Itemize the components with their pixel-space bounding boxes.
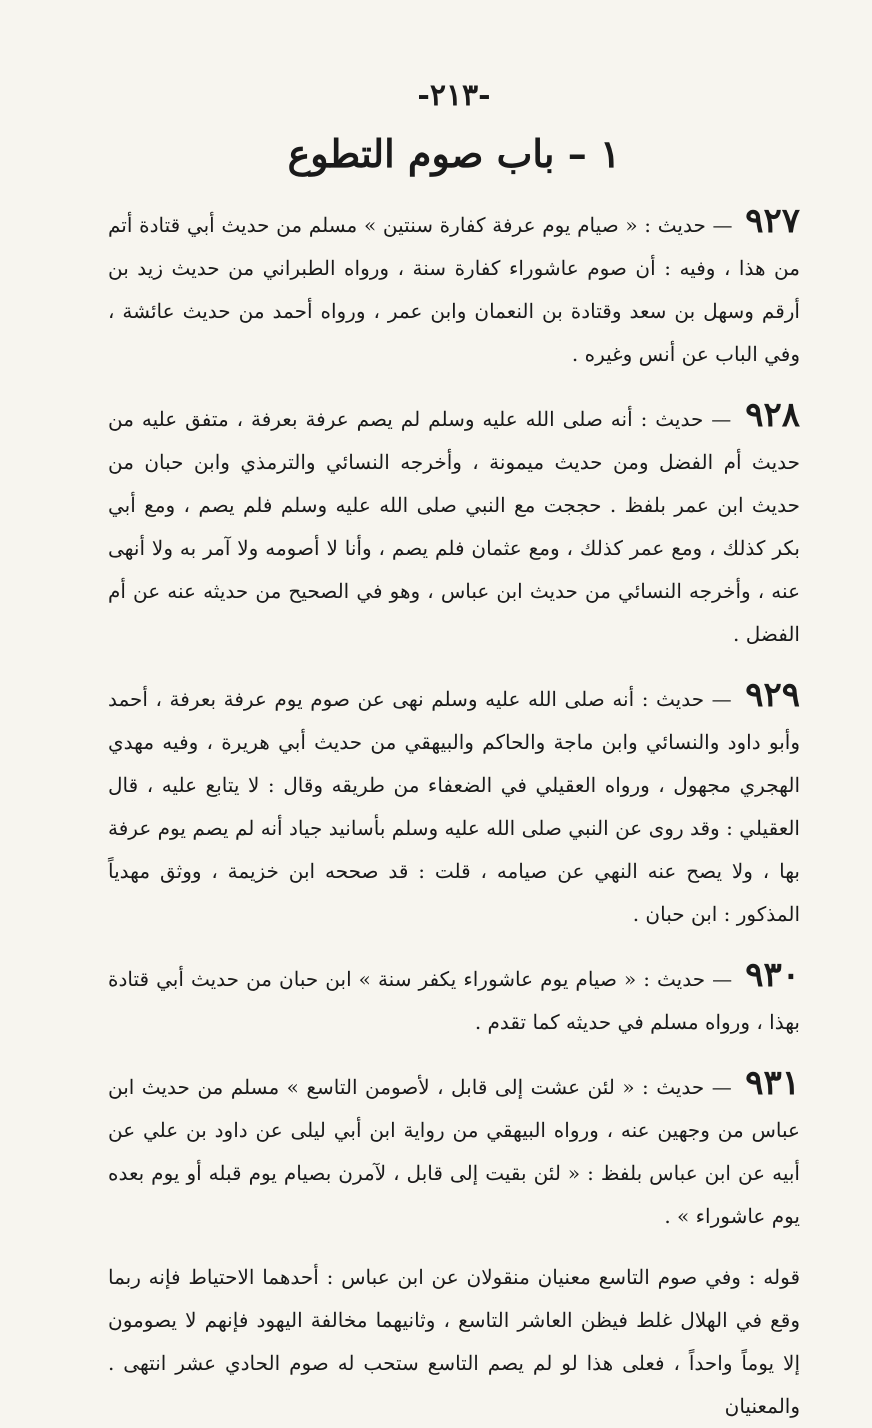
hadith-number: ٩٢٩ [745, 675, 800, 715]
hadith-entry [108, 200, 800, 376]
hadith-number: ٩٣١ [745, 1063, 801, 1103]
hadith-entry [108, 674, 800, 936]
hadith-text: — حديث : « لئن عشت إلى قابل ، لأصومن التاسع » مسلم من حديث ابن عباس من وجهين عنه ، ورواه البيهقي من رواية ابن أبي ليلى عن داود بن علي عن أبيه عن ابن عباس بلفظ : « لئن بقيت إلى قابل ، لآمرن بصيام يوم قبله أو يوم بعده يوم عاشوراء » . [108, 1075, 800, 1228]
hadith-number: ٩٣٠ [745, 955, 800, 995]
hadith-number: ٩٢٧ [745, 201, 800, 241]
commentary-paragraph: قوله : وفي صوم التاسع معنيان منقولان عن ابن عباس : أحدهما الاحتياط فإنه ربما وقع في الهلال غلط فيظن العاشر التاسع ، وثانيهما مخالفة اليهود فإنهم لا يصومون إلا يوماً واحداً ، فعلى هذا لو لم يصم التاسع ستحب له صوم الحادي عشر انتهى . والمعنيان [108, 1265, 800, 1418]
hadith-entry [108, 1062, 800, 1238]
chapter-title: ١ – باب صوم التطوع [287, 131, 621, 176]
hadith-text: — حديث : « صيام يوم عرفة كفارة سنتين » مسلم من حديث أبي قتادة أتم من هذا ، وفيه : أن صوم عاشوراء كفارة سنة ، ورواه الطبراني من حديث زيد بن أرقم وسهل بن سعد وقتادة بن النعمان وابن عمر ، ورواه أحمد من حديث عائشة ، وفي الباب عن أنس وغيره . [108, 213, 800, 366]
hadith-text: — حديث : أنه صلى الله عليه وسلم نهى عن صوم يوم عرفة بعرفة ، أحمد وأبو داود والنسائي وابن ماجة والحاكم والبيهقي من حديث أبي هريرة ، وفيه مهدي الهجري مجهول ، ورواه العقيلي في الضعفاء من طريقه وقال : لا يتابع عليه ، قال العقيلي : وقد روى عن النبي صلى الله عليه وسلم بأسانيد جياد أنه لم يصم يوم عرفة بها ، ولا يصح عنه النهي عن صيامه ، قلت : قد صححه ابن خزيمة ، ووثق مهدياً المذكور : ابن حبان . [108, 687, 800, 926]
hadith-number: ٩٢٨ [745, 395, 800, 435]
page-number: -٢١٣- [417, 78, 491, 113]
hadith-text: — حديث : « صيام يوم عاشوراء يكفر سنة » ابن حبان من حديث أبي قتادة بهذا ، ورواه مسلم في حديثه كما تقدم . [108, 967, 800, 1034]
hadith-text: — حديث : أنه صلى الله عليه وسلم لم يصم عرفة بعرفة ، متفق عليه من حديث أم الفضل ومن حديث ميمونة ، وأخرجه النسائي والترمذي وابن حبان من حديث ابن عمر بلفظ . حججت مع النبي صلى الله عليه وسلم فلم يصم ، ومع أبي بكر كذلك ، ومع عمر كذلك ، ومع عثمان فلم يصم ، وأنا لا أصومه ولا آمر به ولا أنهى عنه ، وأخرجه النسائي من حديث ابن عباس ، وهو في الصحيح من حديثه عنه عن أم الفضل . [108, 407, 800, 646]
hadith-entry [108, 954, 800, 1044]
hadith-entry [108, 394, 800, 656]
